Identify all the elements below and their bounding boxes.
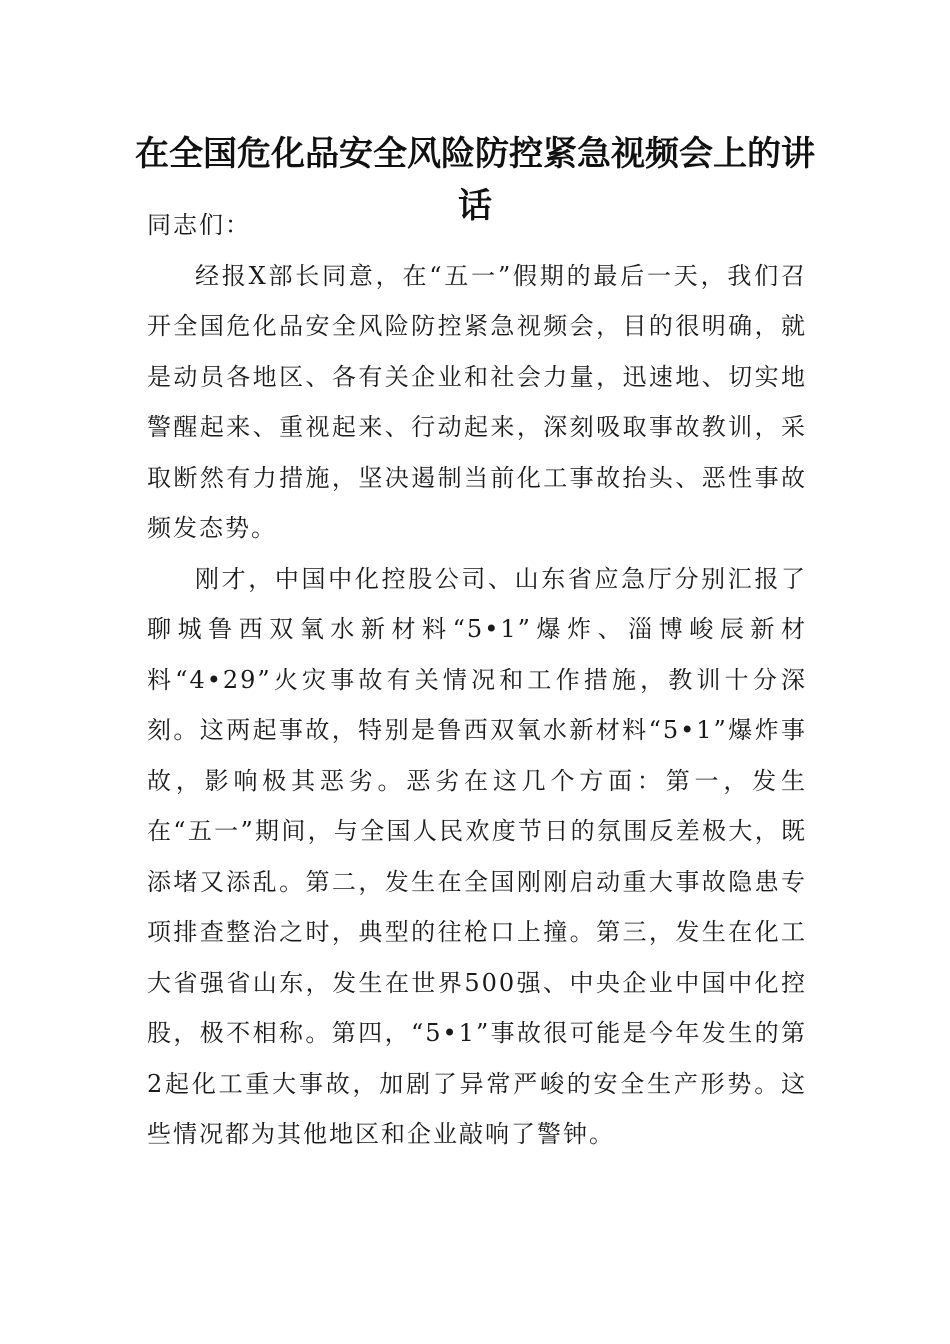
document-body: [147, 200, 807, 1160]
paragraph-2: 刚才，中国中化控股公司、山东省应急厅分别汇报了聊城鲁西双氧水新材料“5•1”爆炸、淄博峻辰新材料“4•29”火灾事故有关情况和工作措施，教训十分深刻。这两起事故，特别是鲁西双氧水新材料“5•1”爆炸事故，影响极其恶劣。恶劣在这几个方面：第一，发生在“五一”期间，与全国人民欢度节日的氛围反差极大，既添堵又添乱。第二，发生在全国刚刚启动重大事故隐患专项排查整治之时，典型的往枪口上撞。第三，发生在化工大省强省山东，发生在世界500强、中央企业中国中化控股，极不相称。第四，“5•1”事故很可能是今年发生的第2起化工重大事故，加剧了异常严峻的安全生产形势。这些情况都为其他地区和企业敲响了警钟。: [147, 564, 807, 1148]
document-title: 在全国危化品安全风险防控紧急视频会上的讲话: [135, 134, 815, 226]
paragraph-1: 经报X部长同意，在“五一”假期的最后一天，我们召开全国危化品安全风险防控紧急视频会，目的很明确，就是动员各地区、各有关企业和社会力量，迅速地、切实地警醒起来、重视起来、行动起来，深刻吸取事故教训，采取断然有力措施，坚决遏制当前化工事故抬头、恶性事故频发态势。: [147, 261, 807, 542]
salutation: 同志们：: [147, 211, 251, 239]
